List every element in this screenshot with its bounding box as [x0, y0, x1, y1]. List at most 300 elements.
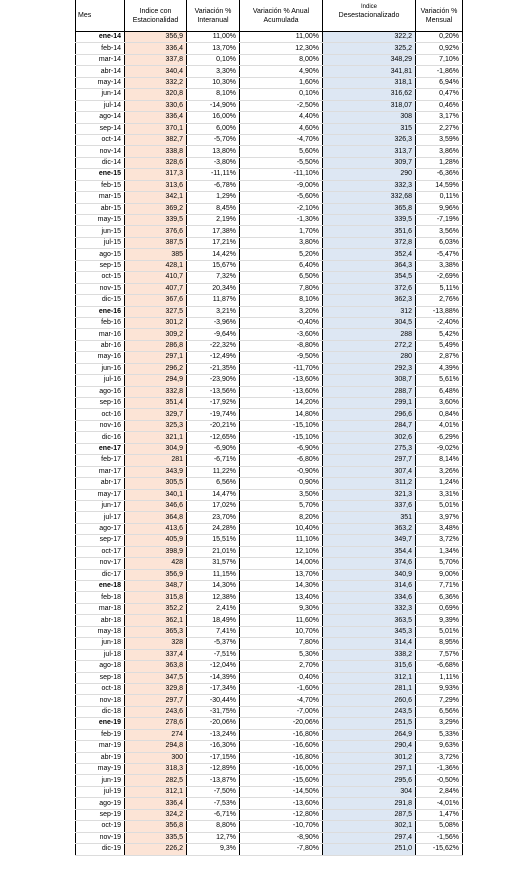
cell-var-interanual: -7,50%: [187, 786, 240, 797]
cell-var-interanual: 3,30%: [187, 66, 240, 77]
cell-var-acumulada: 14,00%: [240, 558, 323, 569]
cell-var-mensual: 5,11%: [416, 283, 463, 294]
cell-var-acumulada: -15,10%: [240, 420, 323, 431]
cell-desestacionalizado: 272,2: [323, 340, 416, 351]
cell-desestacionalizado: 354,5: [323, 272, 416, 283]
cell-mes: nov-16: [76, 420, 125, 431]
table-row: [76, 523, 463, 534]
cell-var-interanual: -12,65%: [187, 432, 240, 443]
cell-indice: 324,2: [125, 809, 187, 820]
cell-indice: 317,3: [125, 169, 187, 180]
cell-var-mensual: 3,72%: [416, 535, 463, 546]
cell-desestacionalizado: 332,3: [323, 180, 416, 191]
cell-desestacionalizado: 280: [323, 352, 416, 363]
cell-var-interanual: 8,45%: [187, 203, 240, 214]
table-row: [76, 226, 463, 237]
cell-desestacionalizado: 340,9: [323, 569, 416, 580]
table-row: [76, 741, 463, 752]
cell-indice: 297,1: [125, 352, 187, 363]
cell-mes: jun-14: [76, 89, 125, 100]
cell-desestacionalizado: 251,5: [323, 718, 416, 729]
cell-indice: 340,1: [125, 489, 187, 500]
cell-var-interanual: 15,67%: [187, 260, 240, 271]
cell-var-acumulada: 11,00%: [240, 32, 323, 43]
cell-var-acumulada: 8,10%: [240, 295, 323, 306]
cell-var-acumulada: 7,80%: [240, 638, 323, 649]
cell-indice: 382,7: [125, 134, 187, 145]
cell-var-mensual: 5,01%: [416, 626, 463, 637]
cell-mes: nov-19: [76, 832, 125, 843]
cell-indice: 356,8: [125, 821, 187, 832]
cell-indice: 278,6: [125, 718, 187, 729]
cell-var-acumulada: -9,50%: [240, 352, 323, 363]
cell-mes: abr-15: [76, 203, 125, 214]
cell-var-interanual: -14,39%: [187, 672, 240, 683]
cell-desestacionalizado: 354,4: [323, 546, 416, 557]
cell-var-acumulada: 3,80%: [240, 237, 323, 248]
table-row: [76, 420, 463, 431]
cell-mes: may-18: [76, 626, 125, 637]
cell-mes: sep-14: [76, 123, 125, 134]
cell-desestacionalizado: 315,6: [323, 661, 416, 672]
cell-indice: 370,1: [125, 123, 187, 134]
cell-mes: sep-15: [76, 260, 125, 271]
cell-desestacionalizado: 309,7: [323, 157, 416, 168]
cell-var-acumulada: 12,30%: [240, 43, 323, 54]
cell-indice: 364,8: [125, 512, 187, 523]
table-row: [76, 626, 463, 637]
cell-var-acumulada: 6,40%: [240, 260, 323, 271]
table-row: [76, 558, 463, 569]
table-row: [76, 66, 463, 77]
cell-var-acumulada: 14,20%: [240, 398, 323, 409]
cell-var-interanual: 18,49%: [187, 615, 240, 626]
header-des-top: Indice: [360, 3, 377, 10]
cell-indice: 428,1: [125, 260, 187, 271]
cell-var-acumulada: 6,50%: [240, 272, 323, 283]
cell-var-mensual: 9,39%: [416, 615, 463, 626]
cell-indice: 294,9: [125, 375, 187, 386]
cell-desestacionalizado: 325,2: [323, 43, 416, 54]
cell-var-interanual: 13,70%: [187, 43, 240, 54]
cell-var-mensual: 8,95%: [416, 638, 463, 649]
cell-var-mensual: 0,11%: [416, 192, 463, 203]
cell-indice: 328,6: [125, 157, 187, 168]
cell-var-interanual: -20,21%: [187, 420, 240, 431]
table-body: [76, 32, 463, 856]
cell-var-acumulada: 11,10%: [240, 535, 323, 546]
table-row: [76, 500, 463, 511]
cell-mes: jun-15: [76, 226, 125, 237]
cell-var-acumulada: 14,30%: [240, 581, 323, 592]
cell-var-mensual: 3,72%: [416, 752, 463, 763]
cell-var-acumulada: -15,60%: [240, 775, 323, 786]
cell-mes: nov-17: [76, 558, 125, 569]
cell-indice: 343,9: [125, 466, 187, 477]
table-row: [76, 489, 463, 500]
cell-desestacionalizado: 290,4: [323, 741, 416, 752]
cell-desestacionalizado: 322,2: [323, 32, 416, 43]
cell-indice: 315,8: [125, 592, 187, 603]
cell-indice: 346,6: [125, 500, 187, 511]
cell-var-interanual: 14,47%: [187, 489, 240, 500]
table-row: [76, 752, 463, 763]
cell-indice: 407,7: [125, 283, 187, 294]
cell-var-acumulada: 7,80%: [240, 283, 323, 294]
cell-var-mensual: 6,94%: [416, 77, 463, 88]
cell-desestacionalizado: 297,7: [323, 455, 416, 466]
header-row: [76, 0, 463, 32]
table-row: [76, 260, 463, 271]
cell-var-acumulada: -0,90%: [240, 466, 323, 477]
cell-var-mensual: 8,14%: [416, 455, 463, 466]
table-row: [76, 844, 463, 855]
table-row: [76, 32, 463, 43]
cell-mes: jun-18: [76, 638, 125, 649]
cell-var-mensual: 3,86%: [416, 146, 463, 157]
cell-var-mensual: 9,93%: [416, 683, 463, 694]
cell-var-interanual: -6,90%: [187, 443, 240, 454]
cell-var-mensual: 7,57%: [416, 649, 463, 660]
cell-var-acumulada: -2,10%: [240, 203, 323, 214]
table-row: [76, 615, 463, 626]
table-row: [76, 317, 463, 328]
cell-var-acumulada: -13,60%: [240, 386, 323, 397]
cell-var-mensual: 3,26%: [416, 466, 463, 477]
cell-var-interanual: -13,56%: [187, 386, 240, 397]
cell-indice: 363,8: [125, 661, 187, 672]
cell-var-interanual: -12,89%: [187, 764, 240, 775]
table-row: [76, 398, 463, 409]
cell-var-acumulada: -9,00%: [240, 180, 323, 191]
table-row: [76, 386, 463, 397]
table-row: [76, 649, 463, 660]
cell-mes: jul-14: [76, 100, 125, 111]
cell-var-acumulada: 5,30%: [240, 649, 323, 660]
cell-var-interanual: -23,90%: [187, 375, 240, 386]
cell-var-acumulada: -6,80%: [240, 455, 323, 466]
cell-var-interanual: 7,41%: [187, 626, 240, 637]
cell-var-mensual: -5,47%: [416, 249, 463, 260]
cell-desestacionalizado: 372,6: [323, 283, 416, 294]
cell-indice: 304,9: [125, 443, 187, 454]
cell-desestacionalizado: 363,2: [323, 523, 416, 534]
cell-var-acumulada: -6,90%: [240, 443, 323, 454]
cell-indice: 385: [125, 249, 187, 260]
cell-mes: ago-15: [76, 249, 125, 260]
cell-mes: nov-18: [76, 695, 125, 706]
cell-mes: may-16: [76, 352, 125, 363]
cell-var-acumulada: 1,70%: [240, 226, 323, 237]
cell-var-interanual: 11,15%: [187, 569, 240, 580]
cell-indice: 336,4: [125, 43, 187, 54]
cell-var-mensual: 3,17%: [416, 112, 463, 123]
table-row: [76, 478, 463, 489]
table-row: [76, 295, 463, 306]
cell-var-acumulada: -11,70%: [240, 363, 323, 374]
cell-indice: 309,2: [125, 329, 187, 340]
cell-desestacionalizado: 296,6: [323, 409, 416, 420]
table-row: [76, 455, 463, 466]
cell-var-mensual: 0,47%: [416, 89, 463, 100]
cell-var-interanual: -19,74%: [187, 409, 240, 420]
cell-desestacionalizado: 313,7: [323, 146, 416, 157]
cell-var-acumulada: -10,70%: [240, 821, 323, 832]
cell-mes: ene-14: [76, 32, 125, 43]
cell-var-mensual: 6,36%: [416, 592, 463, 603]
cell-indice: 281: [125, 455, 187, 466]
cell-indice: 340,4: [125, 66, 187, 77]
cell-indice: 369,2: [125, 203, 187, 214]
table-row: [76, 695, 463, 706]
cell-var-interanual: -13,87%: [187, 775, 240, 786]
cell-desestacionalizado: 316,62: [323, 89, 416, 100]
cell-var-mensual: 9,63%: [416, 741, 463, 752]
cell-var-interanual: -7,51%: [187, 649, 240, 660]
table-row: [76, 786, 463, 797]
cell-var-interanual: 8,10%: [187, 89, 240, 100]
cell-var-interanual: 2,19%: [187, 215, 240, 226]
cell-var-interanual: 10,30%: [187, 77, 240, 88]
cell-var-mensual: 1,28%: [416, 157, 463, 168]
cell-var-mensual: 5,61%: [416, 375, 463, 386]
cell-var-interanual: -16,30%: [187, 741, 240, 752]
cell-mes: ene-19: [76, 718, 125, 729]
cell-mes: mar-16: [76, 329, 125, 340]
cell-desestacionalizado: 364,3: [323, 260, 416, 271]
cell-desestacionalizado: 299,1: [323, 398, 416, 409]
cell-mes: feb-15: [76, 180, 125, 191]
cell-var-mensual: -15,62%: [416, 844, 463, 855]
cell-mes: may-14: [76, 77, 125, 88]
cell-indice: 352,2: [125, 603, 187, 614]
cell-desestacionalizado: 288: [323, 329, 416, 340]
cell-var-mensual: -2,40%: [416, 317, 463, 328]
table-row: [76, 775, 463, 786]
cell-var-mensual: 2,84%: [416, 786, 463, 797]
cell-var-interanual: -3,80%: [187, 157, 240, 168]
cell-indice: 330,6: [125, 100, 187, 111]
cell-var-mensual: 14,59%: [416, 180, 463, 191]
cell-var-acumulada: 11,60%: [240, 615, 323, 626]
cell-var-acumulada: -20,06%: [240, 718, 323, 729]
table-row: [76, 718, 463, 729]
cell-var-mensual: 5,01%: [416, 500, 463, 511]
cell-indice: 342,1: [125, 192, 187, 203]
cell-mes: may-15: [76, 215, 125, 226]
cell-mes: ago-19: [76, 798, 125, 809]
cell-var-acumulada: 0,10%: [240, 89, 323, 100]
cell-mes: dic-14: [76, 157, 125, 168]
table-row: [76, 443, 463, 454]
cell-indice: 362,1: [125, 615, 187, 626]
header-indice: Indice con Estacionalidad: [125, 0, 187, 32]
table-row: [76, 169, 463, 180]
cell-var-mensual: 5,49%: [416, 340, 463, 351]
cell-indice: 274: [125, 729, 187, 740]
cell-var-acumulada: 10,70%: [240, 626, 323, 637]
cell-var-mensual: -1,36%: [416, 764, 463, 775]
table-row: [76, 352, 463, 363]
cell-var-interanual: -30,44%: [187, 695, 240, 706]
cell-var-acumulada: 8,00%: [240, 54, 323, 65]
cell-desestacionalizado: 363,5: [323, 615, 416, 626]
cell-var-interanual: -3,96%: [187, 317, 240, 328]
cell-var-acumulada: -13,60%: [240, 375, 323, 386]
cell-var-acumulada: -1,30%: [240, 215, 323, 226]
cell-mes: ago-14: [76, 112, 125, 123]
data-table: [75, 0, 463, 856]
cell-desestacionalizado: 314,4: [323, 638, 416, 649]
table-row: [76, 672, 463, 683]
cell-var-mensual: -1,86%: [416, 66, 463, 77]
cell-indice: 320,8: [125, 89, 187, 100]
cell-desestacionalizado: 295,6: [323, 775, 416, 786]
cell-var-interanual: -17,15%: [187, 752, 240, 763]
cell-var-mensual: -0,50%: [416, 775, 463, 786]
cell-desestacionalizado: 287,5: [323, 809, 416, 820]
cell-var-interanual: 23,70%: [187, 512, 240, 523]
table-row: [76, 112, 463, 123]
cell-var-acumulada: 9,30%: [240, 603, 323, 614]
cell-var-mensual: -6,36%: [416, 169, 463, 180]
cell-indice: 305,5: [125, 478, 187, 489]
cell-var-mensual: 3,97%: [416, 512, 463, 523]
cell-mes: mar-17: [76, 466, 125, 477]
cell-desestacionalizado: 349,7: [323, 535, 416, 546]
cell-desestacionalizado: 311,2: [323, 478, 416, 489]
cell-desestacionalizado: 304,5: [323, 317, 416, 328]
cell-var-acumulada: -14,50%: [240, 786, 323, 797]
cell-var-interanual: -21,35%: [187, 363, 240, 374]
cell-indice: 226,2: [125, 844, 187, 855]
cell-desestacionalizado: 264,9: [323, 729, 416, 740]
cell-mes: feb-17: [76, 455, 125, 466]
cell-var-mensual: 3,31%: [416, 489, 463, 500]
cell-var-interanual: 11,87%: [187, 295, 240, 306]
cell-desestacionalizado: 348,29: [323, 54, 416, 65]
table-row: [76, 54, 463, 65]
table-row: [76, 466, 463, 477]
cell-desestacionalizado: 302,6: [323, 432, 416, 443]
cell-var-mensual: -6,68%: [416, 661, 463, 672]
cell-indice: 336,4: [125, 798, 187, 809]
cell-indice: 243,6: [125, 706, 187, 717]
cell-mes: nov-15: [76, 283, 125, 294]
cell-mes: sep-17: [76, 535, 125, 546]
cell-desestacionalizado: 288,7: [323, 386, 416, 397]
cell-mes: jun-16: [76, 363, 125, 374]
cell-var-mensual: -9,02%: [416, 443, 463, 454]
cell-var-mensual: 2,76%: [416, 295, 463, 306]
cell-desestacionalizado: 365,8: [323, 203, 416, 214]
cell-var-mensual: 5,42%: [416, 329, 463, 340]
cell-var-interanual: 6,00%: [187, 123, 240, 134]
cell-var-acumulada: 3,50%: [240, 489, 323, 500]
cell-indice: 337,4: [125, 649, 187, 660]
cell-var-interanual: 16,00%: [187, 112, 240, 123]
cell-indice: 376,6: [125, 226, 187, 237]
cell-var-interanual: 7,32%: [187, 272, 240, 283]
cell-indice: 300: [125, 752, 187, 763]
cell-mes: oct-15: [76, 272, 125, 283]
cell-var-interanual: -9,64%: [187, 329, 240, 340]
table-row: [76, 638, 463, 649]
cell-var-acumulada: 14,80%: [240, 409, 323, 420]
cell-indice: 338,8: [125, 146, 187, 157]
cell-mes: mar-14: [76, 54, 125, 65]
cell-desestacionalizado: 290: [323, 169, 416, 180]
table-row: [76, 215, 463, 226]
cell-indice: 351,4: [125, 398, 187, 409]
cell-var-mensual: 4,01%: [416, 420, 463, 431]
cell-var-acumulada: 12,10%: [240, 546, 323, 557]
cell-var-mensual: 3,29%: [416, 718, 463, 729]
cell-desestacionalizado: 332,3: [323, 603, 416, 614]
cell-desestacionalizado: 314,6: [323, 581, 416, 592]
cell-desestacionalizado: 292,3: [323, 363, 416, 374]
cell-indice: 313,6: [125, 180, 187, 191]
cell-desestacionalizado: 341,81: [323, 66, 416, 77]
table-row: [76, 661, 463, 672]
cell-indice: 347,5: [125, 672, 187, 683]
cell-var-interanual: -12,49%: [187, 352, 240, 363]
cell-var-acumulada: 13,70%: [240, 569, 323, 580]
cell-var-mensual: 5,70%: [416, 558, 463, 569]
cell-desestacionalizado: 326,3: [323, 134, 416, 145]
cell-mes: ago-17: [76, 523, 125, 534]
cell-desestacionalizado: 332,68: [323, 192, 416, 203]
cell-var-mensual: 1,24%: [416, 478, 463, 489]
cell-indice: 365,3: [125, 626, 187, 637]
cell-var-acumulada: -4,70%: [240, 695, 323, 706]
cell-mes: mar-19: [76, 741, 125, 752]
cell-var-mensual: 5,33%: [416, 729, 463, 740]
cell-mes: jun-19: [76, 775, 125, 786]
cell-var-interanual: 2,41%: [187, 603, 240, 614]
cell-indice: 297,7: [125, 695, 187, 706]
cell-var-mensual: -1,56%: [416, 832, 463, 843]
cell-indice: 337,8: [125, 54, 187, 65]
cell-mes: oct-17: [76, 546, 125, 557]
cell-desestacionalizado: 374,6: [323, 558, 416, 569]
cell-desestacionalizado: 301,2: [323, 752, 416, 763]
table-row: [76, 249, 463, 260]
cell-indice: 356,9: [125, 569, 187, 580]
table-row: [76, 764, 463, 775]
cell-desestacionalizado: 307,4: [323, 466, 416, 477]
cell-desestacionalizado: 321,3: [323, 489, 416, 500]
table-row: [76, 683, 463, 694]
cell-mes: jul-16: [76, 375, 125, 386]
header-var-interanual: Variación % Interanual: [187, 0, 240, 32]
cell-var-acumulada: -2,50%: [240, 100, 323, 111]
cell-var-interanual: -12,04%: [187, 661, 240, 672]
cell-var-interanual: 17,38%: [187, 226, 240, 237]
cell-var-acumulada: -7,80%: [240, 844, 323, 855]
cell-var-acumulada: 5,70%: [240, 500, 323, 511]
table-row: [76, 123, 463, 134]
cell-var-interanual: 0,10%: [187, 54, 240, 65]
cell-var-interanual: -6,71%: [187, 809, 240, 820]
cell-var-mensual: -2,69%: [416, 272, 463, 283]
cell-mes: jul-19: [76, 786, 125, 797]
table-row: [76, 180, 463, 191]
cell-mes: ene-17: [76, 443, 125, 454]
cell-var-mensual: 6,56%: [416, 706, 463, 717]
cell-var-interanual: 3,21%: [187, 306, 240, 317]
cell-var-mensual: 2,87%: [416, 352, 463, 363]
